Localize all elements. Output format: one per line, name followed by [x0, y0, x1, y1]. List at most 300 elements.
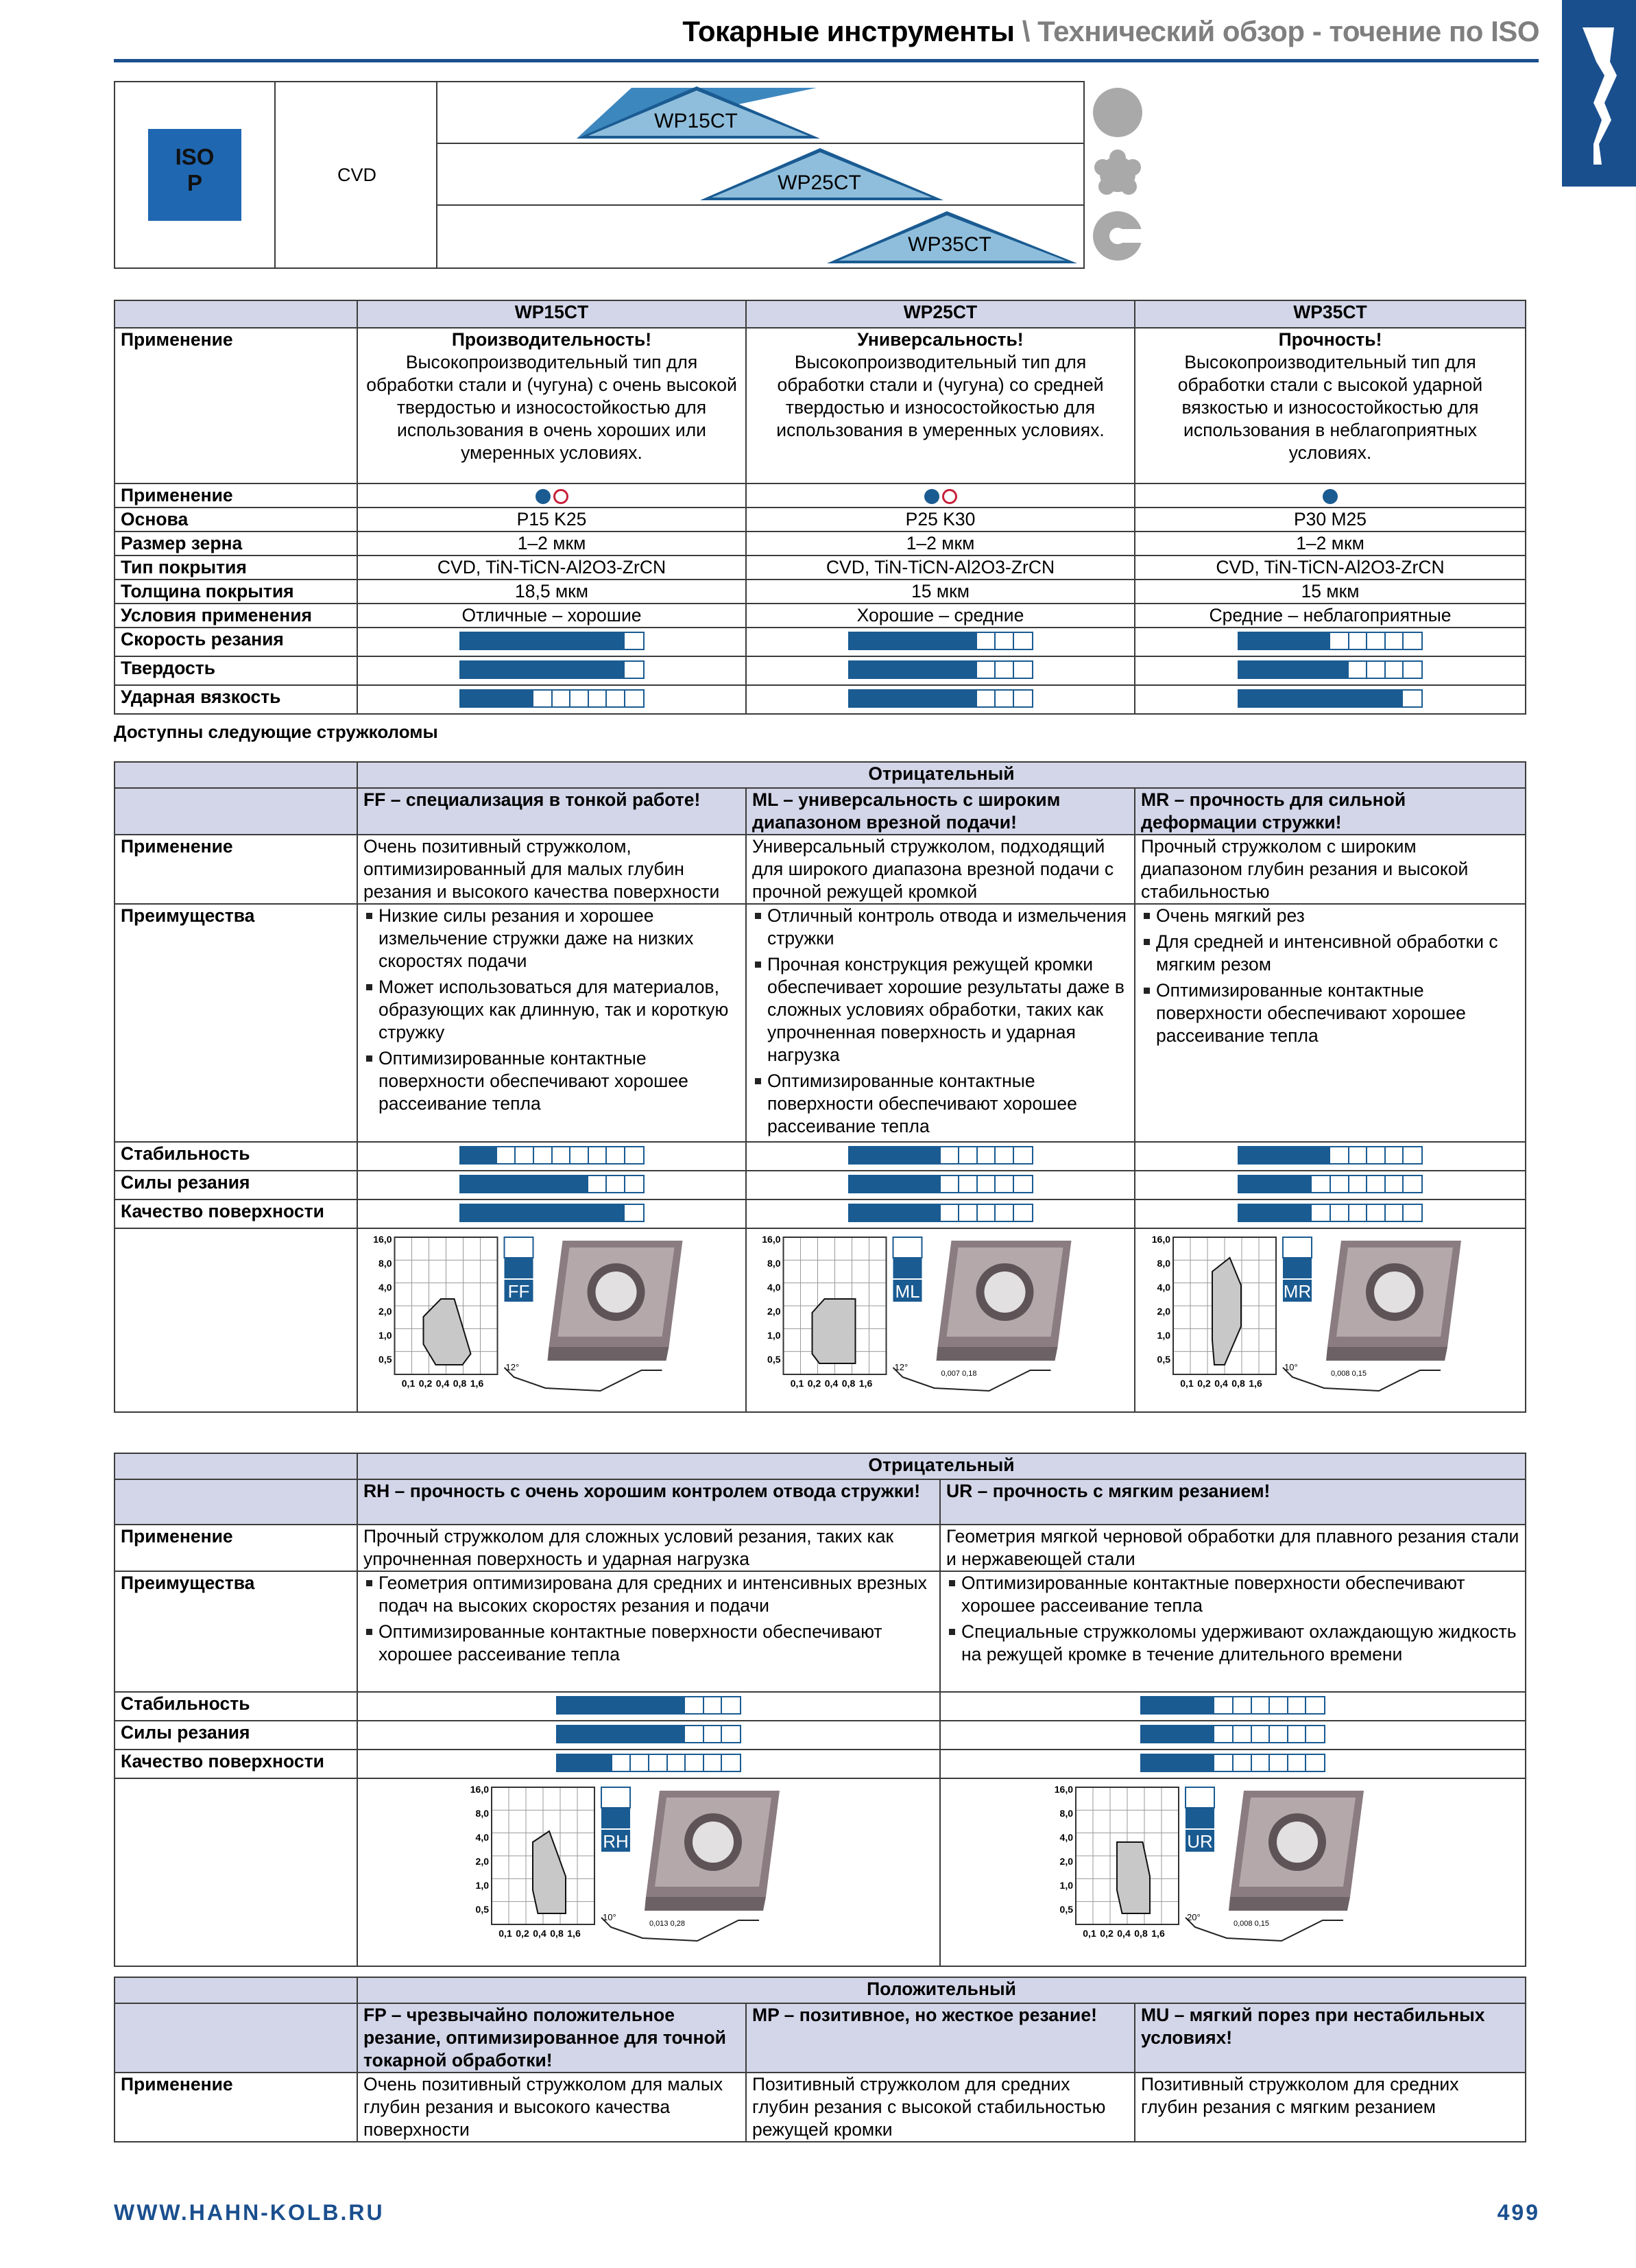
- rating-tick: [994, 1205, 996, 1221]
- y-tick-label: 16,0: [762, 1234, 781, 1245]
- row-label: Толщина покрытия: [115, 580, 357, 604]
- x-tick-label: 0,8: [550, 1928, 564, 1939]
- rating-tick: [1366, 662, 1367, 678]
- rating-tick: [1013, 1176, 1014, 1192]
- rating-bar: [1238, 689, 1423, 708]
- list-item: Оптимизированные контактные поверхности обеспечивают хорошее рассеивание тепла: [752, 1070, 1129, 1138]
- rating-tick: [994, 662, 996, 678]
- row-label: Силы резания: [115, 1171, 357, 1199]
- grade-description: Прочность! Высокопроизводительный тип для обработки стали с высокой ударной вязкостью и износостойкостью для использования в неблагоприятных условиях.: [1135, 328, 1526, 484]
- x-tick-label: 0,4: [533, 1928, 546, 1939]
- list-item: Оптимизированные контактные поверхности обеспечивают хорошее рассеивание тепла: [1141, 979, 1519, 1047]
- material-circle-icon: [1093, 88, 1142, 137]
- rating-bar: [848, 1204, 1033, 1222]
- breaker-profile: [505, 1368, 662, 1391]
- working-range: [1212, 1258, 1241, 1365]
- rating-tick: [703, 1726, 704, 1742]
- rating-tick: [976, 1205, 978, 1221]
- x-tick-label: 0,1: [1083, 1928, 1096, 1939]
- advantages-list: [752, 905, 1129, 1138]
- list-item: Оптимизированные контактные поверхности обеспечивают хорошее рассеивание тепла: [363, 1621, 934, 1666]
- row-label: Основа: [115, 508, 357, 532]
- rating-tick: [1402, 1147, 1404, 1163]
- breaker-application: Позитивный стружколом для средних глубин резания с мягким резанием: [1135, 2073, 1526, 2142]
- grade-description: Универсальность! Высокопроизводительный тип для обработки стали и (чугуна) со средней твердостью и износостойкостью для использования в умеренных условиях.: [746, 328, 1135, 484]
- x-tick-label: 0,2: [1197, 1378, 1211, 1389]
- breakers-table-2: [114, 1453, 1526, 1967]
- rating-tick: [1305, 1726, 1306, 1742]
- base-value: P30 M25: [1135, 508, 1526, 532]
- row-label: Преимущества: [115, 904, 357, 1142]
- angle-label: 10°: [603, 1912, 616, 1922]
- list-item: Низкие силы резания и хорошее измельчение стружки даже на низких скоростях подачи: [363, 905, 740, 972]
- rating-tick: [1384, 1176, 1386, 1192]
- edge-dimension-label: 0,013 0,28: [649, 1920, 685, 1928]
- rating-tick: [1013, 662, 1014, 678]
- x-tick-label: 1,6: [567, 1928, 581, 1939]
- rating-tick: [1013, 633, 1014, 649]
- y-tick-label: 16,0: [373, 1234, 392, 1245]
- y-tick-label: 2,0: [378, 1306, 392, 1317]
- rating-bar: [1140, 1754, 1325, 1772]
- y-tick-label: 0,5: [767, 1354, 781, 1365]
- rating-tick: [605, 1176, 607, 1192]
- section-tab: [1562, 0, 1636, 187]
- rating-tick: [1268, 1755, 1270, 1771]
- rating-bar: [459, 660, 645, 679]
- edge-dimension-label: 0,008 0,15: [1331, 1370, 1367, 1378]
- material-dots: [357, 484, 746, 508]
- advantages-list: [946, 1572, 1519, 1666]
- base-value: P25 K30: [746, 508, 1135, 532]
- thickness-value: 15 мкм: [746, 580, 1135, 604]
- rating-fill: [1239, 691, 1403, 706]
- rating-tick: [1251, 1697, 1252, 1713]
- iso-label: ISO: [175, 144, 215, 169]
- rating-tick: [1013, 1147, 1014, 1163]
- insert-icon: [548, 1241, 683, 1361]
- rating-tick: [958, 1205, 959, 1221]
- row-label: Применение: [115, 2073, 357, 2142]
- group-header: Положительный: [357, 1977, 1526, 2003]
- rating-tick: [1013, 691, 1014, 706]
- rating-fill: [557, 1755, 612, 1771]
- y-tick-label: 4,0: [1059, 1832, 1073, 1843]
- rating-fill: [850, 1176, 941, 1192]
- breaker-application: Прочный стружколом для сложных условий резания, таких как упрочненная поверхность и ударная нагрузка: [357, 1525, 940, 1571]
- rating-bar: [848, 1175, 1033, 1193]
- rating-tick: [994, 1147, 996, 1163]
- breaker-application: Очень позитивный стружколом для малых глубин резания и высокого качества поверхности: [357, 2073, 746, 2142]
- rating-tick: [514, 1147, 516, 1163]
- grade-description: Производительность! Высокопроизводительный тип для обработки стали и (чугуна) с очень высокой твердостью и износостойкостью для использования в очень хороших или умеренных условиях.: [357, 328, 746, 484]
- col-header: WP15CT: [357, 300, 746, 328]
- rating-bar: [1140, 1725, 1325, 1743]
- breaker-title: MP – позитивное, но жесткое резание!: [746, 2003, 1135, 2073]
- y-tick-label: 8,0: [1157, 1258, 1170, 1269]
- rating-fill: [850, 1205, 941, 1221]
- x-tick-label: 0,2: [1100, 1928, 1114, 1939]
- rating-tick: [958, 1147, 959, 1163]
- thickness-value: 15 мкм: [1135, 580, 1526, 604]
- rating-tick: [1232, 1697, 1234, 1713]
- insert-icon: [1326, 1241, 1461, 1361]
- row-label: Применение: [115, 1525, 357, 1571]
- rating-fill: [557, 1697, 685, 1713]
- angle-label: 10°: [1284, 1362, 1298, 1372]
- advantages-list: [363, 905, 740, 1115]
- rating-tick: [1402, 1205, 1404, 1221]
- breaker-figure: [1135, 1229, 1525, 1411]
- coating-value: CVD, TiN-TiCN-Al2O3-ZrCN: [746, 556, 1135, 580]
- y-tick-label: 1,0: [1059, 1880, 1073, 1891]
- material-c-icon: [1093, 211, 1142, 261]
- rating-bar: [459, 632, 645, 650]
- footer-url[interactable]: WWW.HAHN-KOLB.RU: [114, 2200, 385, 2225]
- y-tick-label: 8,0: [475, 1808, 489, 1819]
- rating-tick: [1268, 1726, 1270, 1742]
- rating-tick: [1268, 1697, 1270, 1713]
- breaker-code: MR: [1283, 1281, 1312, 1302]
- page-header: [617, 15, 1539, 48]
- rating-tick: [994, 1176, 996, 1192]
- y-tick-label: 0,5: [1157, 1354, 1170, 1365]
- row-label: Применение: [115, 328, 357, 484]
- rating-bar: [556, 1696, 741, 1715]
- y-tick-label: 1,0: [767, 1330, 781, 1341]
- breaker-chart: [941, 1779, 1526, 1956]
- rating-tick: [1366, 1205, 1367, 1221]
- grain-value: 1–2 мкм: [746, 532, 1135, 556]
- rating-fill: [1142, 1755, 1214, 1771]
- iso-class: P: [187, 170, 202, 195]
- x-tick-label: 0,2: [807, 1378, 821, 1389]
- x-tick-label: 0,1: [401, 1378, 416, 1389]
- rating-bar: [459, 1204, 645, 1222]
- y-tick-label: 0,5: [475, 1904, 489, 1915]
- breaker-title: FF – специализация в тонкой работе!: [357, 788, 746, 835]
- advantages-list: [1141, 905, 1519, 1047]
- breaker-title: UR – прочность с мягким резанием!: [940, 1479, 1526, 1525]
- rating-tick: [1287, 1755, 1288, 1771]
- rating-tick: [1232, 1755, 1234, 1771]
- rating-fill: [1239, 1147, 1330, 1163]
- rating-tick: [721, 1755, 722, 1771]
- rating-bar: [1238, 1175, 1423, 1193]
- rating-tick: [1366, 633, 1367, 649]
- list-item: Специальные стружколомы удерживают охлаждающую жидкость на режущей кромке в течение длительного времени: [946, 1621, 1519, 1666]
- y-tick-label: 8,0: [378, 1258, 392, 1269]
- breakers-table-3: [114, 1977, 1526, 2142]
- y-tick-label: 4,0: [767, 1282, 781, 1293]
- insert-icon: [1229, 1791, 1364, 1911]
- y-tick-label: 2,0: [475, 1856, 489, 1867]
- dot-cast-iron: [553, 489, 568, 504]
- rating-tick: [551, 691, 553, 706]
- rating-fill: [1142, 1697, 1214, 1713]
- x-tick-label: 0,4: [1214, 1378, 1228, 1389]
- row-label: Применение: [115, 484, 357, 508]
- y-tick-label: 4,0: [378, 1282, 392, 1293]
- breaker-application: Очень позитивный стружколом, оптимизированный для малых глубин резания и высокого качества поверхности: [357, 835, 746, 904]
- rating-bar: [459, 1175, 645, 1193]
- breaker-code: UR: [1187, 1831, 1213, 1852]
- working-range: [533, 1831, 566, 1913]
- rating-tick: [1366, 1147, 1367, 1163]
- breaker-chart: [1135, 1229, 1526, 1406]
- rating-tick: [605, 1147, 607, 1163]
- header-title: Токарные инструменты: [682, 15, 1015, 47]
- rating-tick: [1348, 1205, 1349, 1221]
- y-tick-label: 2,0: [1157, 1306, 1170, 1317]
- working-range: [813, 1299, 856, 1363]
- rating-tick: [1348, 1147, 1349, 1163]
- y-tick-label: 8,0: [767, 1258, 781, 1269]
- rating-fill: [461, 1205, 625, 1221]
- insert-icon: [645, 1791, 780, 1911]
- rating-bar: [848, 632, 1033, 650]
- rating-fill: [1239, 1176, 1312, 1192]
- edge-dimension-label: 0,007 0,18: [941, 1370, 977, 1378]
- rating-tick: [533, 1147, 534, 1163]
- y-tick-label: 8,0: [1059, 1808, 1073, 1819]
- divider: [274, 81, 276, 269]
- rating-tick: [1251, 1726, 1252, 1742]
- rating-tick: [1232, 1726, 1234, 1742]
- rating-tick: [605, 691, 607, 706]
- grain-value: 1–2 мкм: [357, 532, 746, 556]
- thickness-value: 18,5 мкм: [357, 580, 746, 604]
- x-tick-label: 0,1: [1180, 1378, 1194, 1389]
- conditions-value: Хорошие – средние: [746, 604, 1135, 628]
- dot-cast-iron: [942, 489, 957, 504]
- rating-tick: [1330, 1205, 1331, 1221]
- rating-tick: [1384, 1147, 1386, 1163]
- rating-fill: [461, 1147, 497, 1163]
- rating-tick: [624, 691, 625, 706]
- rating-tick: [624, 1147, 625, 1163]
- y-tick-label: 2,0: [1059, 1856, 1073, 1867]
- rating-fill: [1239, 1205, 1312, 1221]
- breaker-code: ML: [895, 1281, 920, 1302]
- list-item: Геометрия оптимизирована для средних и интенсивных врезных подач на высоких скоростях резания и подачи: [363, 1572, 934, 1617]
- y-tick-label: 0,5: [378, 1354, 392, 1365]
- rating-tick: [721, 1697, 722, 1713]
- rating-bar: [848, 1146, 1033, 1165]
- conditions-value: Средние – неблагоприятные: [1135, 604, 1526, 628]
- rating-bar: [1238, 660, 1423, 679]
- rating-tick: [1013, 1205, 1014, 1221]
- header-rule: [114, 59, 1539, 62]
- rating-tick: [976, 1176, 978, 1192]
- rating-tick: [703, 1755, 704, 1771]
- rating-bar: [556, 1725, 741, 1743]
- row-label: Ударная вязкость: [115, 685, 357, 714]
- breaker-code: RH: [603, 1831, 629, 1852]
- rating-tick: [648, 1755, 649, 1771]
- row-label: Размер зерна: [115, 532, 357, 556]
- x-tick-label: 0,4: [824, 1378, 839, 1389]
- x-tick-label: 0,4: [1117, 1928, 1131, 1939]
- x-tick-label: 1,6: [1249, 1378, 1262, 1389]
- rating-fill: [1239, 633, 1330, 649]
- breaker-application: Универсальный стружколом, подходящий для широкого диапазона врезной подачи с прочной режущей кромкой: [746, 835, 1135, 904]
- breaker-title: RH – прочность с очень хорошим контролем отвода стружки!: [357, 1479, 940, 1525]
- y-tick-label: 0,5: [1059, 1904, 1073, 1915]
- y-tick-label: 1,0: [475, 1880, 489, 1891]
- breaker-title: FP – чрезвычайно положительное резание, оптимизированное для точной токарной обработки!: [357, 2003, 746, 2073]
- base-value: P15 K25: [357, 508, 746, 532]
- rating-fill: [1142, 1726, 1214, 1742]
- group-header: Отрицательный: [357, 1453, 1526, 1479]
- rating-fill: [461, 633, 625, 649]
- angle-label: 12°: [505, 1362, 520, 1372]
- coating-label: CVD: [337, 165, 377, 185]
- breaker-application: Позитивный стружколом для средних глубин резания с высокой стабильностью режущей кромки: [746, 2073, 1135, 2142]
- rating-tick: [1402, 1176, 1404, 1192]
- rating-fill: [461, 691, 533, 706]
- x-tick-label: 0,8: [1134, 1928, 1148, 1939]
- x-tick-label: 0,4: [435, 1378, 450, 1389]
- x-tick-label: 0,8: [1231, 1378, 1245, 1389]
- rating-tick: [666, 1755, 668, 1771]
- rating-tick: [1330, 1176, 1331, 1192]
- list-item: Очень мягкий рез: [1141, 905, 1519, 927]
- rating-bar: [1238, 632, 1423, 650]
- col-header: WP25CT: [746, 300, 1135, 328]
- rating-fill: [850, 662, 977, 678]
- rating-tick: [958, 1176, 959, 1192]
- row-label: Стабильность: [115, 1692, 357, 1721]
- angle-label: 12°: [894, 1362, 909, 1372]
- rating-tick: [624, 1176, 625, 1192]
- rating-bar: [1140, 1696, 1325, 1715]
- page-number: 499: [1497, 2200, 1540, 2225]
- rating-tick: [1384, 662, 1386, 678]
- material-dots: [1135, 484, 1526, 508]
- rating-bar: [556, 1754, 741, 1772]
- row-label: Преимущества: [115, 1571, 357, 1692]
- rating-tick: [629, 1755, 631, 1771]
- rating-fill: [461, 1176, 588, 1192]
- angle-label: 20°: [1187, 1912, 1201, 1922]
- y-tick-label: 16,0: [1054, 1784, 1073, 1795]
- row-label: Качество поверхности: [115, 1199, 357, 1228]
- edge-dimension-label: 0,008 0,15: [1234, 1920, 1269, 1928]
- col-header: WP35CT: [1135, 300, 1526, 328]
- insert-icon: [937, 1241, 1072, 1361]
- rating-tick: [1402, 662, 1404, 678]
- breaker-title: MU – мягкий порез при нестабильных условиях!: [1135, 2003, 1526, 2073]
- grade-label-wp35ct: WP35CT: [908, 233, 991, 256]
- coating-value: CVD, TiN-TiCN-Al2O3-ZrCN: [1135, 556, 1526, 580]
- list-item: Оптимизированные контактные поверхности обеспечивают хорошее рассеивание тепла: [946, 1572, 1519, 1617]
- breaker-figure: [941, 1779, 1525, 1961]
- material-dots: [746, 484, 1135, 508]
- x-tick-label: 0,2: [418, 1378, 433, 1389]
- drill-icon: [1562, 0, 1636, 187]
- row-label: Стабильность: [115, 1142, 357, 1171]
- rating-bar: [848, 660, 1033, 679]
- rating-bar: [459, 1146, 645, 1165]
- breaker-application: Геометрия мягкой черновой обработки для плавного резания стали и нержавеющей стали: [940, 1525, 1526, 1571]
- header-separator: \: [1014, 15, 1038, 47]
- coating-value: CVD, TiN-TiCN-Al2O3-ZrCN: [357, 556, 746, 580]
- rating-fill: [850, 633, 977, 649]
- x-tick-label: 1,6: [1151, 1928, 1165, 1939]
- grades-table: [114, 300, 1526, 715]
- conditions-value: Отличные – хорошие: [357, 604, 746, 628]
- row-label: Условия применения: [115, 604, 357, 628]
- breaker-figure: [358, 1229, 745, 1411]
- x-tick-label: 1,6: [470, 1378, 484, 1389]
- rating-tick: [1287, 1697, 1288, 1713]
- grade-label-wp15ct: WP15CT: [654, 110, 738, 132]
- y-tick-label: 1,0: [1157, 1330, 1170, 1341]
- rating-tick: [1251, 1755, 1252, 1771]
- dot-steel: [924, 489, 939, 504]
- breaker-figure: [358, 1779, 939, 1961]
- y-tick-label: 4,0: [1157, 1282, 1170, 1293]
- rating-fill: [1239, 662, 1349, 678]
- rating-tick: [588, 1147, 589, 1163]
- y-tick-label: 2,0: [767, 1306, 781, 1317]
- y-tick-label: 16,0: [1151, 1234, 1170, 1245]
- breaker-figure: [747, 1229, 1134, 1411]
- x-tick-label: 0,1: [498, 1928, 512, 1939]
- rating-fill: [850, 691, 977, 706]
- rating-tick: [994, 633, 996, 649]
- row-label: Твердость: [115, 656, 357, 685]
- rating-tick: [569, 1147, 570, 1163]
- breakers-table-1: [114, 761, 1526, 1413]
- rating-tick: [1348, 633, 1349, 649]
- breaker-chart: [358, 1779, 940, 1956]
- rating-tick: [1305, 1697, 1306, 1713]
- x-tick-label: 0,1: [790, 1378, 804, 1389]
- advantages-list: [363, 1572, 934, 1666]
- x-tick-label: 0,8: [453, 1378, 467, 1389]
- breaker-application: Прочный стружколом с широким диапазоном глубин резания и высокой стабильностью: [1135, 835, 1526, 904]
- list-item: Для средней и интенсивной обработки с мягким резом: [1141, 931, 1519, 976]
- rating-tick: [1384, 633, 1386, 649]
- breaker-chart: [358, 1229, 746, 1406]
- rating-fill: [557, 1726, 685, 1742]
- row-label: Тип покрытия: [115, 556, 357, 580]
- rating-tick: [721, 1726, 722, 1742]
- rating-tick: [1305, 1755, 1306, 1771]
- breaker-code: FF: [507, 1281, 530, 1302]
- grade-label-wp25ct: WP25CT: [778, 171, 861, 194]
- rating-bar: [1238, 1146, 1423, 1165]
- rating-tick: [684, 1755, 686, 1771]
- rating-tick: [588, 691, 589, 706]
- rating-tick: [1287, 1726, 1288, 1742]
- rating-tick: [1384, 1205, 1386, 1221]
- rating-tick: [976, 1147, 978, 1163]
- breaker-title: MR – прочность для сильной деформации стружки!: [1135, 788, 1526, 835]
- rating-tick: [1366, 1176, 1367, 1192]
- x-tick-label: 1,6: [858, 1378, 873, 1389]
- dot-steel: [536, 489, 551, 504]
- x-tick-label: 0,8: [841, 1378, 856, 1389]
- grain-value: 1–2 мкм: [1135, 532, 1526, 556]
- y-tick-label: 4,0: [475, 1832, 489, 1843]
- working-range: [1117, 1842, 1150, 1913]
- material-flower-icon: [1093, 150, 1142, 199]
- group-header: Отрицательный: [357, 762, 1526, 788]
- rating-bar: [459, 689, 645, 708]
